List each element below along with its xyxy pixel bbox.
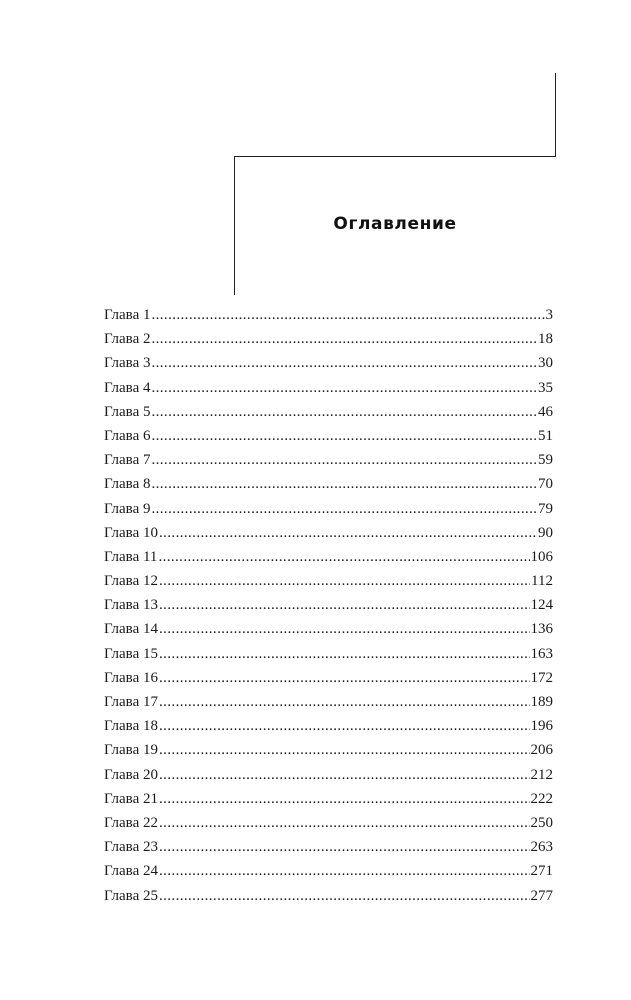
toc-entry [104, 666, 553, 690]
toc-entry [104, 593, 553, 617]
toc-dot-leader [151, 400, 537, 424]
toc-entry [104, 835, 553, 859]
toc-entry [104, 811, 553, 835]
toc-entry-label: Глава 21 [104, 790, 158, 807]
toc-entry-page-number: 277 [530, 887, 553, 904]
toc-entry-page-number: 106 [530, 548, 553, 565]
page-title: Оглавление [333, 214, 457, 234]
toc-entry-label: Глава 8 [104, 476, 151, 493]
toc-entry [104, 859, 553, 883]
toc-entry-label: Глава 20 [104, 766, 158, 783]
toc-entry-page-number: 212 [530, 766, 553, 783]
toc-entry-page-number: 124 [530, 597, 553, 614]
toc-entry-page-number: 70 [538, 476, 553, 493]
toc-dot-leader [159, 593, 530, 617]
toc-entry [104, 569, 553, 593]
toc-dot-leader [159, 666, 530, 690]
toc-dot-leader [159, 763, 530, 787]
toc-entry [104, 738, 553, 762]
toc-entry-page-number: 59 [538, 452, 553, 469]
toc-dot-leader [151, 351, 537, 375]
toc-entry-label: Глава 19 [104, 742, 158, 759]
toc-entry-label: Глава 11 [104, 548, 158, 565]
toc-entry [104, 617, 553, 641]
toc-entry-label: Глава 17 [104, 694, 158, 710]
toc-entry-page-number: 79 [538, 500, 553, 517]
toc-entry-label: Глава 15 [104, 645, 158, 662]
toc-dot-leader [159, 738, 530, 762]
toc-dot-leader [159, 642, 530, 666]
toc-entry-page-number: 172 [530, 669, 553, 686]
toc-entry [104, 472, 553, 496]
toc-entry-page-number: 46 [538, 403, 553, 420]
toc-entry [104, 714, 553, 738]
toc-entry [104, 787, 553, 811]
toc-entry [104, 351, 553, 375]
toc-entry [104, 376, 553, 400]
toc-entry-label: Глава 16 [104, 669, 158, 686]
toc-entry-page-number: 263 [530, 839, 553, 856]
toc-dot-leader [151, 327, 537, 351]
toc-entry [104, 424, 553, 448]
toc-dot-leader [151, 303, 544, 327]
toc-dot-leader [159, 859, 530, 883]
toc-entry-page-number: 206 [530, 742, 553, 759]
toc-entry-label: Глава 14 [104, 621, 158, 638]
toc-entry-label: Глава 7 [104, 452, 151, 469]
toc-entry-label: Глава 12 [104, 573, 158, 590]
toc-dot-leader [159, 811, 530, 835]
toc-entry [104, 521, 553, 545]
toc-entry-label: Глава 6 [104, 427, 151, 444]
toc-dot-leader [159, 569, 530, 593]
toc-entry [104, 400, 553, 424]
toc-entry-label: Глава 25 [104, 887, 158, 904]
toc-entry-page-number: 163 [530, 645, 553, 662]
toc-entry-page-number: 271 [530, 863, 553, 880]
toc-entry-page-number: 51 [538, 427, 553, 444]
toc-entry [104, 303, 553, 327]
toc-entry [104, 690, 553, 714]
toc-dot-leader [159, 835, 530, 859]
toc-dot-leader [151, 448, 537, 472]
toc-entry-label: Глава 3 [104, 355, 151, 372]
toc-entry-label: Глава 24 [104, 863, 158, 880]
toc-dot-leader [159, 884, 530, 908]
toc-entry-label: Глава 10 [104, 524, 158, 541]
toc-entry-page-number: 112 [531, 573, 553, 590]
toc-dot-leader [151, 424, 537, 448]
toc-entry-label: Глава 22 [104, 814, 158, 831]
toc-entry-page-number: 196 [530, 718, 553, 735]
toc-dot-leader [158, 545, 529, 569]
toc-entry-label: Глава 18 [104, 718, 158, 735]
toc-entry-label: Глава 9 [104, 500, 151, 517]
toc-entry [104, 448, 553, 472]
toc-entry-label: Глава 1 [104, 307, 151, 323]
toc-entry [104, 545, 553, 569]
toc-dot-leader [151, 497, 537, 521]
toc-entry-label: Глава 23 [104, 839, 158, 856]
toc-dot-leader [159, 714, 530, 738]
frame-line-top [234, 156, 556, 157]
table-of-contents [104, 303, 553, 908]
toc-entry-page-number: 90 [538, 524, 553, 541]
toc-entry [104, 763, 553, 787]
toc-entry-page-number: 136 [530, 621, 553, 638]
toc-dot-leader [159, 521, 537, 545]
toc-dot-leader [159, 617, 530, 641]
toc-dot-leader [159, 690, 530, 714]
toc-entry-page-number: 189 [530, 694, 553, 710]
frame-line-right [555, 73, 556, 157]
toc-entry [104, 884, 553, 908]
toc-entry-page-number: 30 [538, 355, 553, 372]
toc-entry [104, 327, 553, 351]
toc-entry-label: Глава 2 [104, 331, 151, 348]
toc-entry-page-number: 222 [530, 790, 553, 807]
toc-dot-leader [151, 376, 537, 400]
toc-entry-label: Глава 5 [104, 403, 151, 420]
toc-entry-label: Глава 4 [104, 379, 151, 396]
toc-entry [104, 642, 553, 666]
toc-entry-page-number: 250 [530, 814, 553, 831]
toc-entry-page-number: 18 [538, 331, 553, 348]
toc-dot-leader [159, 787, 530, 811]
toc-entry-page-number: 3 [545, 307, 553, 323]
toc-entry-page-number: 35 [538, 379, 553, 396]
toc-entry [104, 497, 553, 521]
toc-dot-leader [151, 472, 537, 496]
toc-entry-label: Глава 13 [104, 597, 158, 614]
